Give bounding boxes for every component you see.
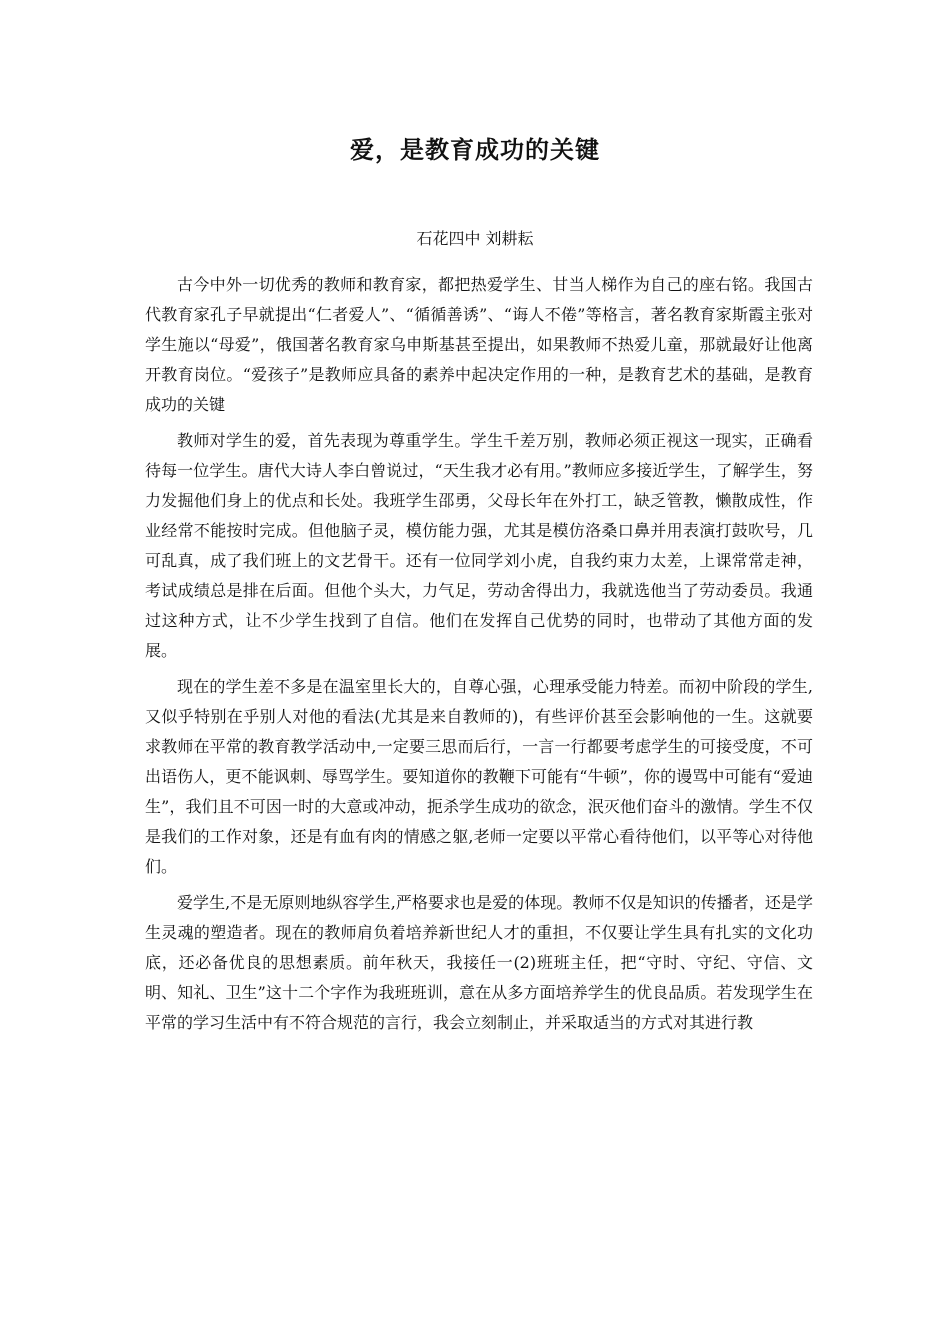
document-body <box>145 270 813 1044</box>
paragraph: 古今中外一切优秀的教师和教育家，都把热爱学生、甘当人梯作为自己的座右铭。我国古代教育家孔子早就提出“仁者爱人”、“循循善诱”、“诲人不倦”等格言，著名教育家斯霞主张对学生施以“母爱”，俄国著名教育家乌申斯基甚至提出，如果教师不热爱儿童，那就最好让他离开教育岗位。“爱孩子”是教师应具备的素养中起决定作用的一种，是教育艺术的基础，是教育成功的关键 <box>145 275 813 414</box>
paragraph: 爱学生,不是无原则地纵容学生,严格要求也是爱的体现。教师不仅是知识的传播者，还是学生灵魂的塑造者。现在的教师肩负着培养新世纪人才的重担，不仅要让学生具有扎实的文化功底，还必备优良的思想素质。前年秋天，我接任一(2)班班主任，把“守时、守纪、守信、文明、知礼、卫生”这十二个字作为我班班训，意在从多方面培养学生的优良品质。若发现学生在平常的学习生活中有不符合规范的言行，我会立刻制止，并采取适当的方式对其进行教 <box>145 893 813 1032</box>
document-title: 爱，是教育成功的关键 <box>350 136 600 164</box>
paragraph: 现在的学生差不多是在温室里长大的，自尊心强，心理承受能力特差。而初中阶段的学生,又似乎特别在乎别人对他的看法(尤其是来自教师的)，有些评价甚至会影响他的一生。这就要求教师在平常的教育教学活动中,一定要三思而后行，一言一行都要考虑学生的可接受度，不可出语伤人，更不能讽刺、辱骂学生。要知道你的教鞭下可能有“牛顿”，你的谩骂中可能有“爱迪生”，我们且不可因一时的大意或冲动，扼杀学生成功的欲念，泯灭他们奋斗的激情。学生不仅是我们的工作对象，还是有血有肉的情感之躯,老师一定要以平常心看待他们，以平等心对待他们。 <box>145 677 813 876</box>
paragraph: 教师对学生的爱，首先表现为尊重学生。学生千差万别，教师必须正视这一现实，正确看待每一位学生。唐代大诗人李白曾说过，“天生我才必有用。”教师应多接近学生，了解学生，努力发掘他们身上的优点和长处。我班学生邵勇，父母长年在外打工，缺乏管教，懒散成性，作业经常不能按时完成。但他脑子灵，模仿能力强，尤其是模仿洛桑口鼻并用表演打鼓吹号，几可乱真，成了我们班上的文艺骨干。还有一位同学刘小虎，自我约束力太差，上课常常走神，考试成绩总是排在后面。但他个头大，力气足，劳动舍得出力，我就选他当了劳动委员。我通过这种方式，让不少学生找到了自信。他们在发挥自己优势的同时，也带动了其他方面的发展。 <box>145 431 813 660</box>
author-line: 石花四中 刘耕耘 <box>416 229 534 248</box>
